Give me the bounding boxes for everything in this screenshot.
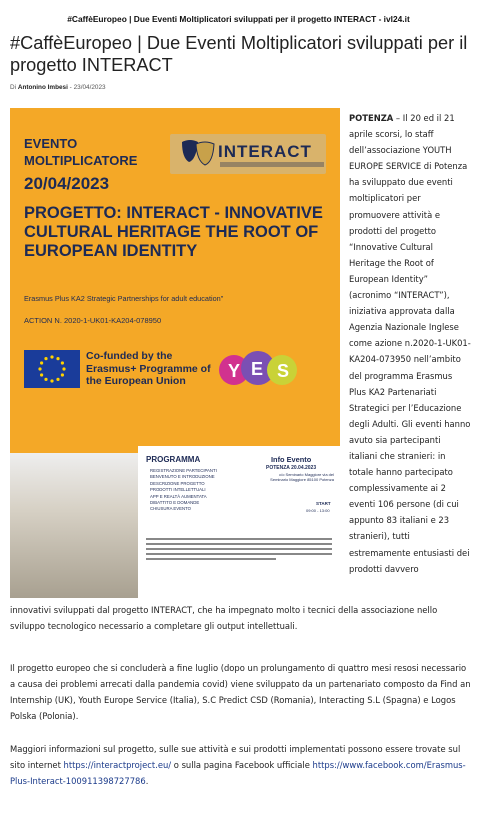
programme-item: DIBATTITO E DOMANDE [150, 500, 200, 506]
info-place: c/o Seminario Maggiore via del Seminario Maggiore 85100 Potenza [270, 472, 334, 482]
programme-item: PRODOTTI INTELLETTUALI [150, 487, 206, 493]
article-intro [349, 110, 471, 577]
poster-cofunded-text: Co-funded by the Erasmus+ Programme of the European Union [86, 350, 211, 387]
programme-item: BENVENUTO E INTRODUZIONE [150, 474, 215, 480]
programme-item: APP E REALTÀ AUMENTATA [150, 493, 207, 499]
article-meta [10, 84, 106, 91]
facebook-page-link[interactable]: https://www.facebook.com/Erasmus-Plus-Interact-100911398727786 [10, 760, 466, 787]
info-title: Info Evento [271, 455, 312, 464]
programme-title: PROGRAMMA [146, 455, 201, 464]
svg-text:Y: Y [228, 361, 241, 381]
article-paragraph: Il progetto europeo che si concluderà a fine luglio (dopo un prolungamento di quattro mesi resosi necessario a causa dei problemi arrecati dalla pandemia covid) viene sviluppato da un partenariato composto da Find an Internship (UK), Youth Europe Service (Italia), S.C Predict CSD (Romania), Interacting S.L (Spagna) e Logos Polska (Polonia). [10, 663, 471, 722]
author-link[interactable]: Antonino Imbesi [17, 84, 68, 91]
poster-logo-tagline [220, 162, 324, 167]
programme-item: CHIUSURA EVENTO [150, 506, 191, 512]
article-continuation: innovativi sviluppati dal progetto INTERACT, che ha impegnato molto i tecnici della associazione nello sviluppo tecnologico necessario a completare gli output intellettuali. [10, 605, 438, 632]
info-time-label: START [316, 501, 331, 506]
meta-separator: - [69, 84, 72, 91]
theatre-mask-icon [180, 138, 216, 168]
site-header: #CaffèEuropeo | Due Eventi Moltiplicatori sviluppati per il progetto INTERACT - ivl24.it [67, 14, 410, 24]
poster-action-number: ACTION N. 2020-1-UK01-KA204-078950 [24, 316, 162, 325]
by-label: Di [10, 84, 17, 91]
info-time: 09:00 - 13:00 [306, 508, 330, 513]
svg-text:S: S [277, 361, 290, 381]
event-photo [10, 453, 138, 598]
svg-text:E: E [251, 359, 264, 379]
programme-list [150, 468, 217, 513]
poster-logo-text: INTERACT [218, 142, 312, 161]
eu-flag-icon [24, 350, 80, 388]
poster-disclaimer [146, 538, 332, 576]
article-title: #CaffèEuropeo | Due Eventi Moltiplicatori sviluppati per il progetto INTERACT [10, 33, 468, 75]
poster-subtitle: Erasmus Plus KA2 Strategic Partnerships for adult education" [24, 294, 224, 303]
info-date: POTENZA 20.04.2023 [266, 465, 317, 471]
event-poster-image [10, 108, 340, 598]
article-date: 23/04/2023 [73, 84, 106, 91]
poster-headline: PROGETTO: INTERACT - INNOVATIVE CULTURAL HERITAGE THE ROOT OF EUROPEAN IDENTITY [24, 204, 323, 260]
yes-logo-icon [218, 342, 298, 396]
city-name: POTENZA [349, 113, 394, 123]
intro-text: – Il 20 ed il 21 aprile scorsi, lo staff dell’associazione YOUTH EUROPE SERVICE di Potenza ha sviluppato due eventi moltiplicatori per promuovere attività e prodotti del progetto “Innovative Cultural Heritage the Root of European Identity” (acronimo “INTERACT”), iniziativa approvata dalla Agenzia Nazionale Inglese come azione n.2020-1-UK01-KA204-073950 nell’ambito del programma Erasmus Plus KA2 Partenariati Strategici per l’Educazione degli Adulti. Gli eventi hanno avuto sia partecipanti italiani che stranieri: in totale hanno partecipato complessivamente ai 2 eventi 106 persone (di cui appunto 83 italiani e 23 stranieri), tutti estremamente entusiasti dei prodotti davvero [349, 113, 471, 574]
programme-item: DESCRIZIONE PROGETTO [150, 480, 205, 486]
poster-event-label: EVENTO MOLTIPLICATORE [24, 136, 138, 168]
project-site-link[interactable]: https://interactproject.eu/ [63, 760, 172, 771]
poster-event-date: 20/04/2023 [24, 174, 110, 193]
article-paragraph-links: Maggiori informazioni sul progetto, sulle sue attività e sui prodotti implementati possono essere trovate sul sito internet https://interactproject.eu/ o sulla pagina Facebook ufficiale https://www.facebook.com/Erasmus-Plus-Interact-100911398727786. [10, 744, 466, 787]
programme-item: REGISTRAZIONE PARTECIPANTI [150, 468, 217, 473]
